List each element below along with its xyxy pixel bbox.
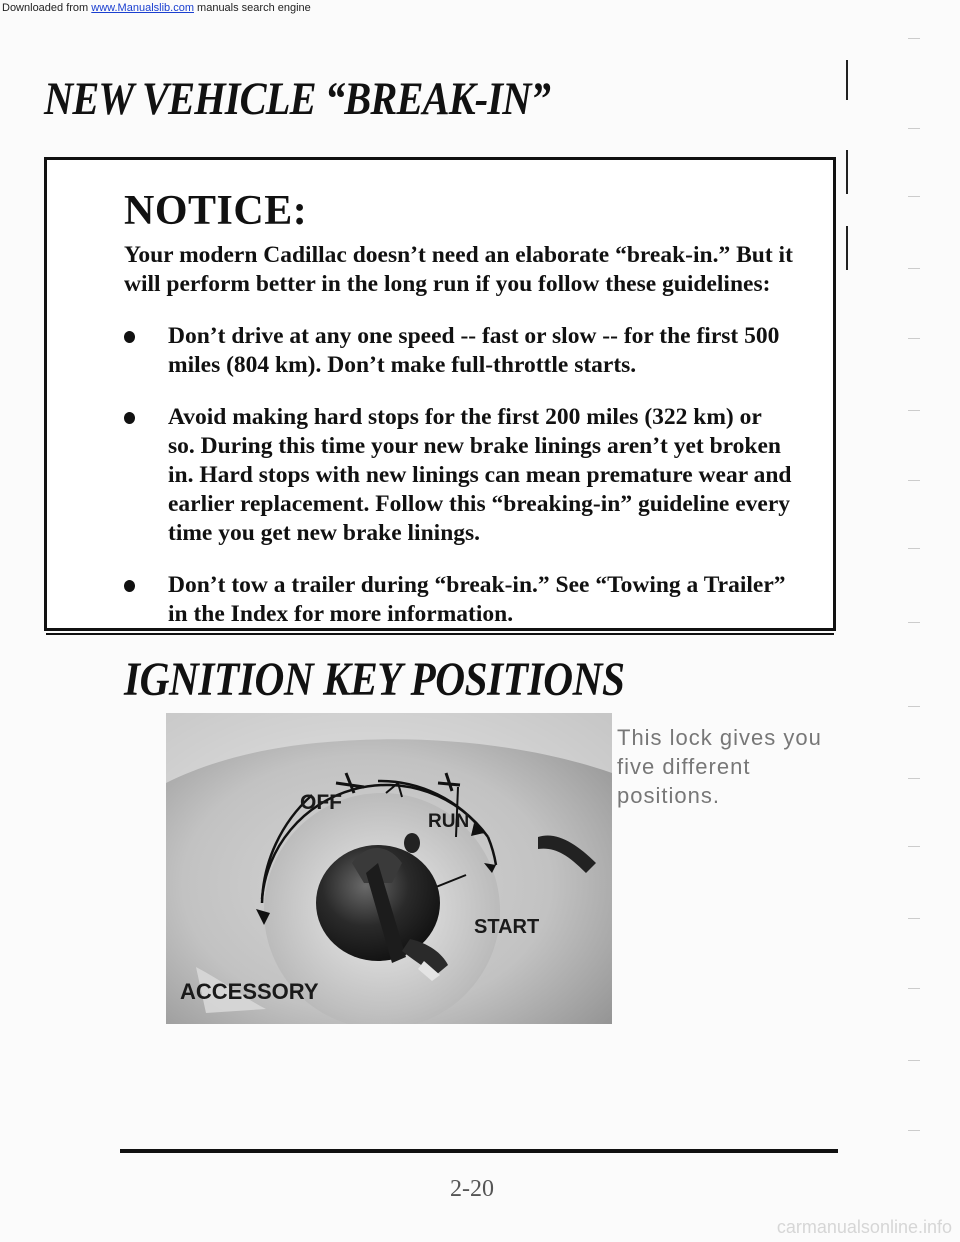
guideline-text: Avoid making hard stops for the first 200 miles (322 km) or so. During this time your new brake linings aren’t yet broken in. Hard stops with new linings can mean premature wear and earlier replacement. Follow this “breaking-in” guideline every time you get new brake linings.: [168, 404, 792, 546]
bullet-icon: [124, 331, 135, 343]
download-note-prefix: Downloaded from: [2, 2, 92, 14]
bullet-icon: [124, 580, 135, 592]
figure-label-start: START: [474, 916, 540, 938]
notice-guidelines: [124, 322, 794, 629]
margin-rule: [846, 226, 848, 270]
footer-divider: [120, 1149, 838, 1153]
notice-body: [124, 241, 794, 652]
figure-caption: This lock gives you five different positions.: [617, 725, 822, 808]
notice-intro: Your modern Cadillac doesn’t need an elaborate “break-in.” But it will perform better in the long run if you follow these guidelines:: [124, 242, 793, 297]
download-source-note: [2, 2, 311, 14]
guideline-item: [124, 403, 794, 548]
notice-title: NOTICE:: [124, 188, 308, 234]
guideline-text: Don’t drive at any one speed -- fast or slow -- for the first 500 miles (804 km). Don’t make full-throttle starts.: [168, 323, 780, 378]
bullet-icon: [124, 412, 135, 424]
margin-rule: [846, 60, 848, 100]
section-heading: IGNITION KEY POSITIONS: [124, 653, 625, 706]
margin-rule: [846, 150, 848, 194]
guideline-text: Don’t tow a trailer during “break-in.” See “Towing a Trailer” in the Index for more information.: [168, 572, 786, 627]
figure-label-off: OFF: [300, 791, 342, 814]
site-watermark: carmanualsonline.info: [776, 1217, 952, 1237]
figure-label-run: RUN: [428, 811, 470, 832]
page-edge-marks: [908, 0, 948, 1160]
download-note-suffix: manuals search engine: [193, 2, 311, 14]
figure-label-accessory: ACCESSORY: [180, 979, 319, 1004]
guideline-item: [124, 571, 794, 629]
page-title: NEW VEHICLE “BREAK-IN”: [44, 73, 550, 125]
ignition-lock-illustration: [166, 713, 612, 1024]
page-number: 2-20: [450, 1176, 494, 1202]
manualslib-link[interactable]: www.Manualslib.com: [91, 2, 194, 14]
guideline-item: [124, 322, 794, 380]
